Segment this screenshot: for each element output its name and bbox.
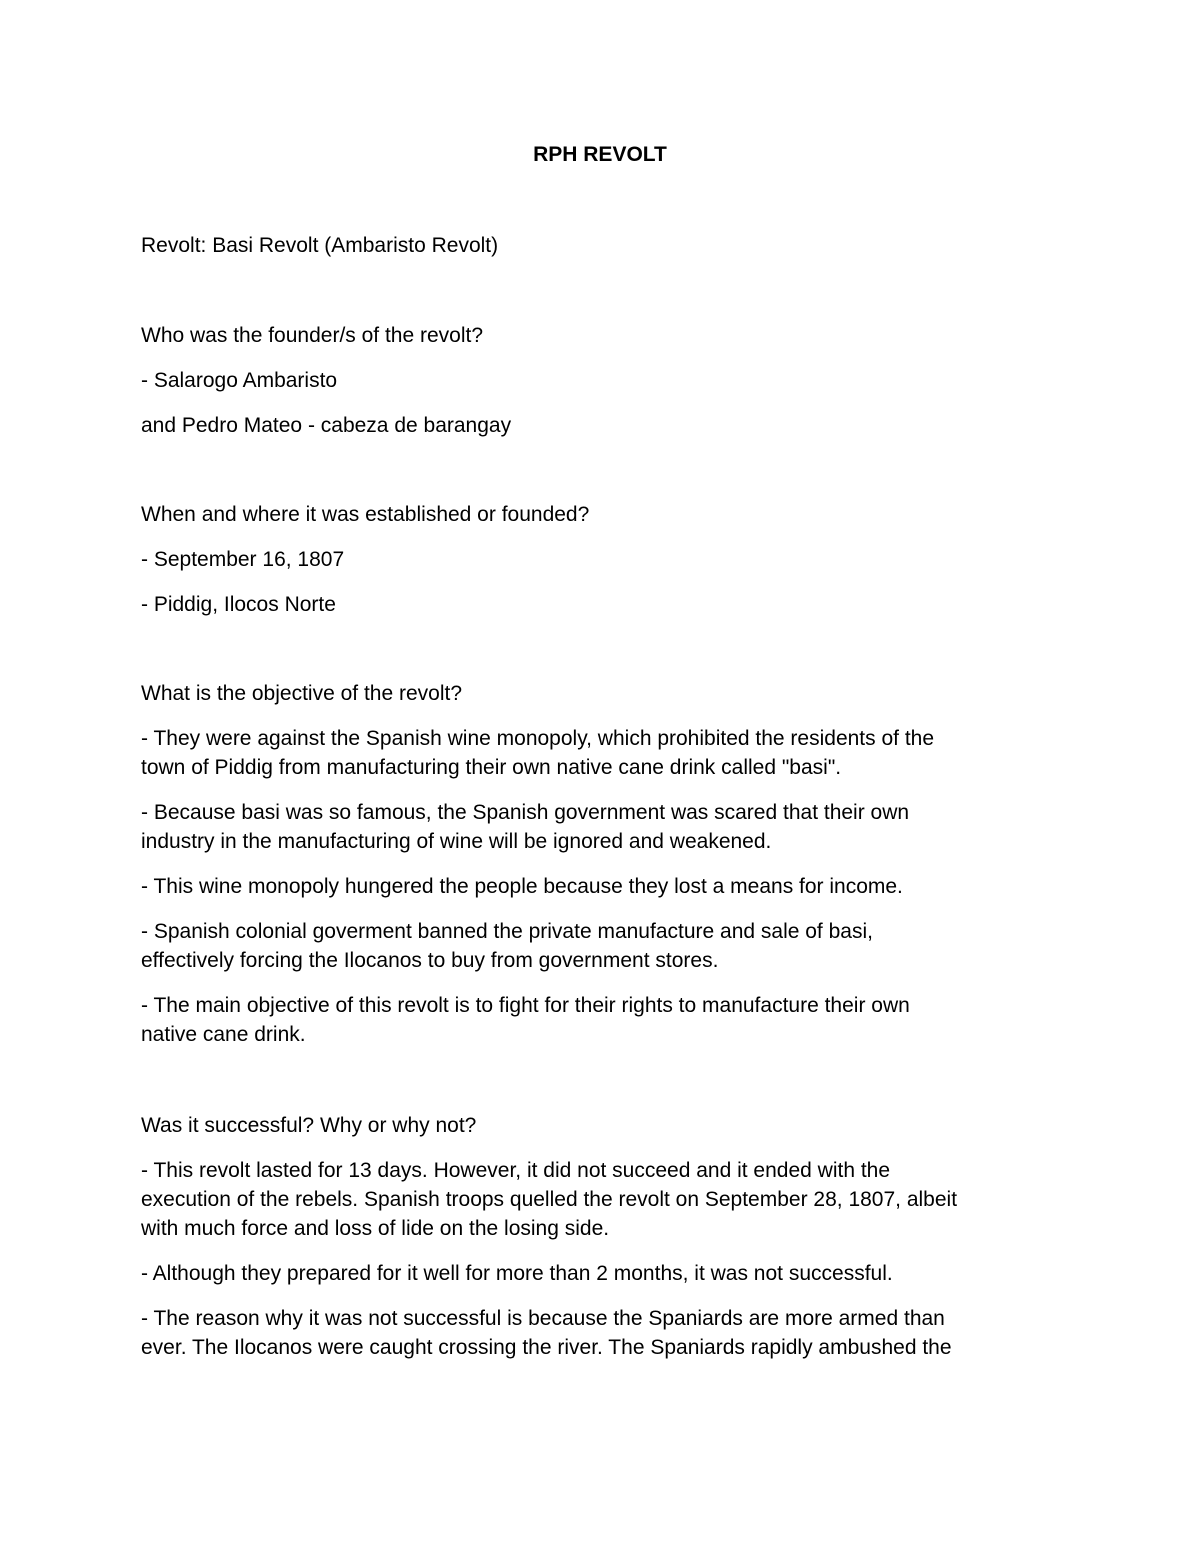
objective-item-1-line-1: - They were against the Spanish wine monopoly, which prohibited the residents of the — [141, 727, 935, 750]
objective-item-4-line-2: effectively forcing the Ilocanos to buy from government stores. — [141, 949, 719, 972]
question-founders: Who was the founder/s of the revolt? — [141, 324, 484, 347]
revolt-name-line: Revolt: Basi Revolt (Ambaristo Revolt) — [141, 234, 499, 257]
success-item-1-line-3: with much force and loss of lide on the losing side. — [141, 1217, 610, 1240]
answer-place: - Piddig, Ilocos Norte — [141, 593, 336, 616]
objective-item-5-line-1: - The main objective of this revolt is to fight for their rights to manufacture their own — [141, 994, 910, 1017]
question-objective: What is the objective of the revolt? — [141, 682, 462, 705]
answer-founder-2: and Pedro Mateo - cabeza de barangay — [141, 414, 512, 437]
question-when-where: When and where it was established or founded? — [141, 503, 590, 526]
success-item-3-line-2: ever. The Ilocanos were caught crossing the river. The Spaniards rapidly ambushed the — [141, 1336, 952, 1359]
objective-item-1-line-2: town of Piddig from manufacturing their own native cane drink called "basi". — [141, 756, 842, 779]
objective-item-3-line-1: - This wine monopoly hungered the people because they lost a means for income. — [141, 875, 903, 898]
objective-item-2-line-2: industry in the manufacturing of wine will be ignored and weakened. — [141, 830, 772, 853]
question-successful: Was it successful? Why or why not? — [141, 1114, 477, 1137]
success-item-2-line-1: - Although they prepared for it well for more than 2 months, it was not successful. — [141, 1262, 893, 1285]
objective-item-2-line-1: - Because basi was so famous, the Spanish government was scared that their own — [141, 801, 910, 824]
objective-item-5-line-2: native cane drink. — [141, 1023, 306, 1046]
answer-date: - September 16, 1807 — [141, 548, 345, 571]
objective-item-4-line-1: - Spanish colonial goverment banned the private manufacture and sale of basi, — [141, 920, 873, 943]
success-item-1-line-2: execution of the rebels. Spanish troops quelled the revolt on September 28, 1807, albeit — [141, 1188, 958, 1211]
document-title: RPH REVOLT — [533, 143, 667, 166]
success-item-3-line-1: - The reason why it was not successful is because the Spaniards are more armed than — [141, 1307, 945, 1330]
success-item-1-line-1: - This revolt lasted for 13 days. However, it did not succeed and it ended with the — [141, 1159, 891, 1182]
answer-founder-1: - Salarogo Ambaristo — [141, 369, 338, 392]
